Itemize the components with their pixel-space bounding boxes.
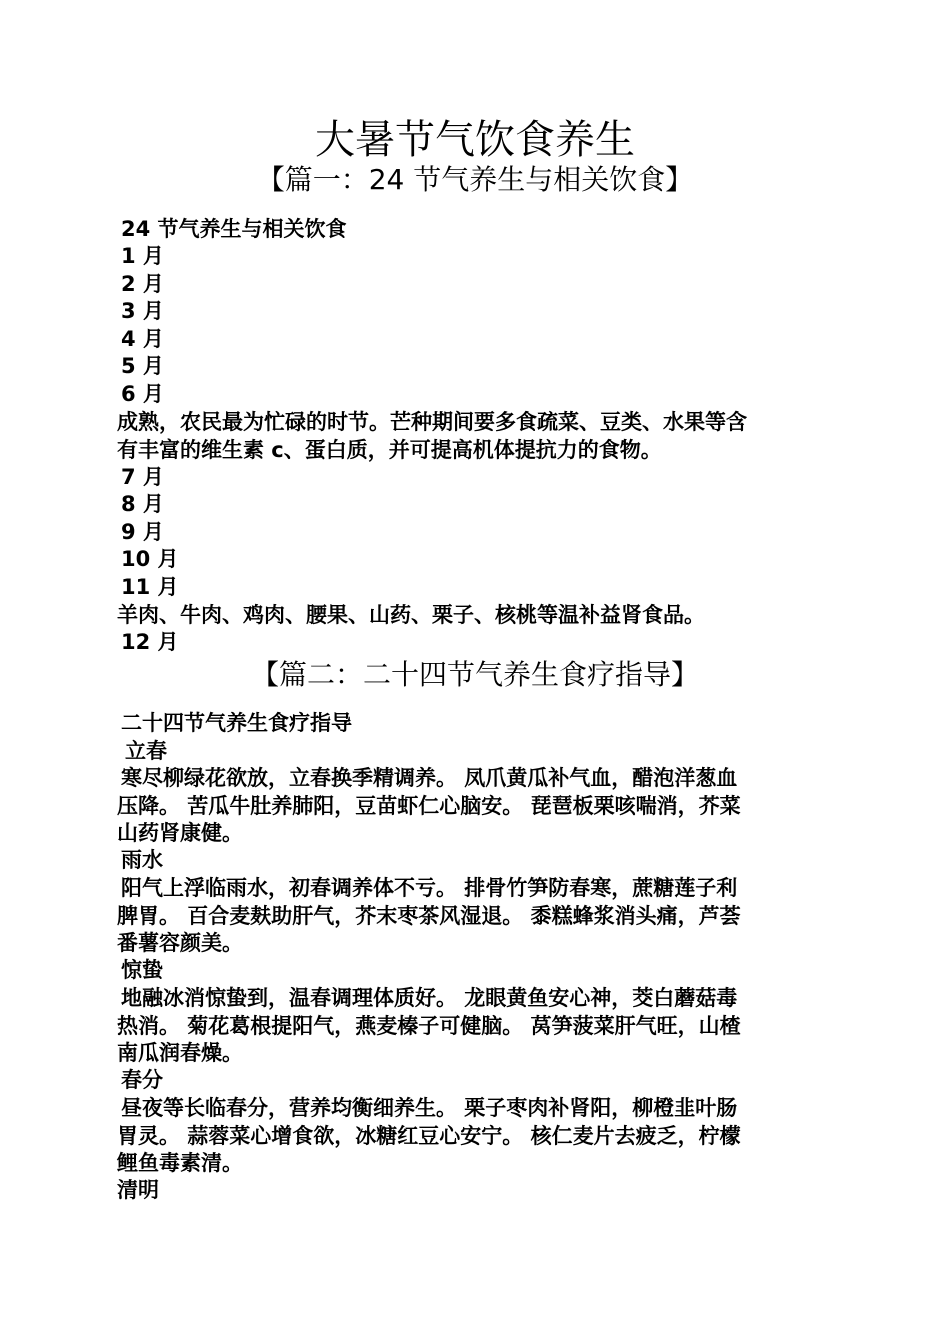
part1-subtitle: 24 节气养生与相关饮食 <box>121 217 347 241</box>
month-label: 4 月 <box>121 327 164 351</box>
month-label: 10 月 <box>121 547 179 571</box>
month-label: 2 月 <box>121 272 164 296</box>
month-label: 5 月 <box>121 354 164 378</box>
paragraph-line: 阳气上浮临雨水，初春调养体不亏。 排骨竹笋防春寒，蔗糖莲子利 <box>121 876 738 900</box>
paragraph-line: 寒尽柳绿花欲放，立春换季精调养。 凤爪黄瓜补气血，醋泡洋葱血 <box>121 766 738 790</box>
section-heading-part1: 【篇一：24 节气养生与相关饮食】 <box>256 163 694 196</box>
month-label: 1 月 <box>121 244 164 268</box>
paragraph-line: 地融冰消惊蛰到，温春调理体质好。 龙眼黄鱼安心神，茭白蘑菇毒 <box>121 986 738 1010</box>
paragraph-line: 昼夜等长临春分，营养均衡细养生。 栗子枣肉补肾阳，柳橙韭叶肠 <box>121 1096 738 1120</box>
paragraph-line: 番薯容颜美。 <box>117 931 243 955</box>
solar-term-name: 立春 <box>125 739 167 763</box>
paragraph-line: 热消。 菊花葛根提阳气，燕麦榛子可健脑。 莴笋菠菜肝气旺，山楂 <box>117 1013 741 1038</box>
solar-term-paragraph <box>117 985 841 1068</box>
paragraph-line: 有丰富的维生素 c、蛋白质，并可提高机体提抗力的食物。 <box>117 437 662 462</box>
paragraph-line: 山药肾康健。 <box>117 821 243 845</box>
solar-term-name: 春分 <box>121 1068 163 1092</box>
solar-term-paragraph <box>117 875 841 958</box>
paragraph-line: 脾胃。 百合麦麸助肝气，芥末枣茶风湿退。 黍糕蜂浆消头痛，芦荟 <box>117 903 741 928</box>
paragraph-line: 南瓜润春燥。 <box>117 1041 243 1065</box>
month-label: 8 月 <box>121 492 164 516</box>
paragraph-line: 胃灵。 蒜蓉菜心增食欲，冰糖红豆心安宁。 核仁麦片去疲乏，柠檬 <box>117 1123 741 1148</box>
solar-term-paragraph <box>117 765 841 848</box>
solar-term-name: 清明 <box>117 1178 159 1202</box>
solar-term-name: 雨水 <box>121 848 163 872</box>
part2-subtitle: 二十四节气养生食疗指导 <box>121 711 352 735</box>
month-label: 3 月 <box>121 299 164 323</box>
document-title: 大暑节气饮食养生 <box>315 117 635 163</box>
month-label: 6 月 <box>121 382 164 406</box>
november-paragraph: 羊肉、牛肉、鸡肉、腰果、山药、栗子、核桃等温补益肾食品。 <box>117 603 705 627</box>
paragraph-line: 成熟，农民最为忙碌的时节。芒种期间要多食疏菜、豆类、水果等含 <box>117 410 747 434</box>
section-heading-part2: 【篇二：二十四节气养生食疗指导】 <box>250 658 699 691</box>
solar-term-paragraph <box>117 1095 841 1178</box>
month-label: 12 月 <box>121 630 179 654</box>
month-label: 9 月 <box>121 520 164 544</box>
paragraph-line: 鲤鱼毒素清。 <box>117 1151 243 1175</box>
month-label: 7 月 <box>121 465 164 489</box>
paragraph-line: 压降。 苦瓜牛肚养肺阳，豆苗虾仁心脑安。 琵琶板栗咳喘消，芥菜 <box>117 793 741 818</box>
month-label: 11 月 <box>121 575 179 599</box>
june-paragraph <box>117 409 837 464</box>
solar-term-name: 惊蛰 <box>121 958 163 982</box>
